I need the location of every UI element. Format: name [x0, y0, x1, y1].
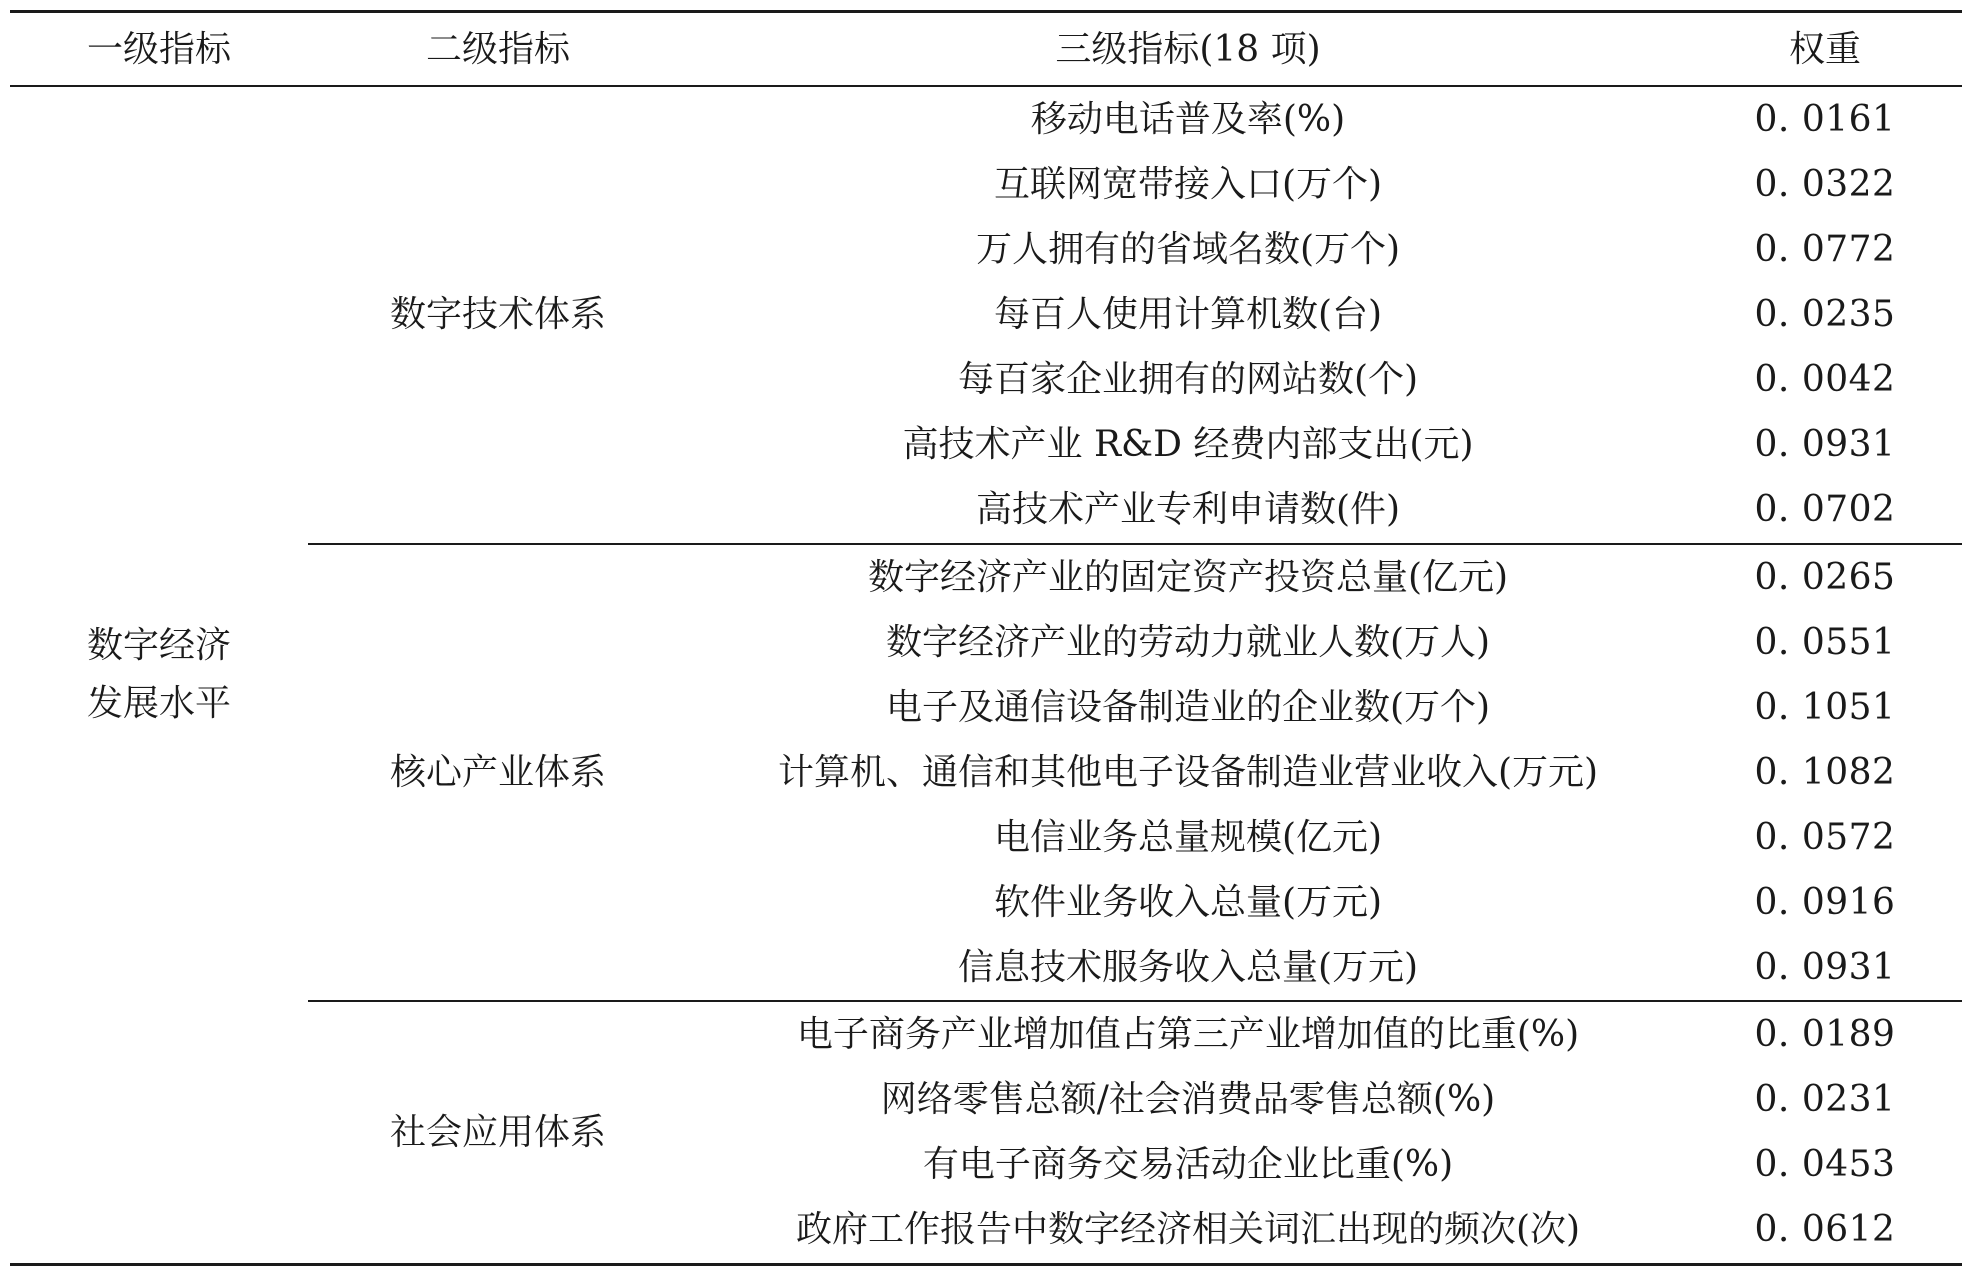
weight-cell: 0. 1051 — [1754, 686, 1896, 728]
group-label: 社会应用体系 — [389, 1111, 606, 1153]
indicator-cell: 电子及通信设备制造业的企业数(万个) — [885, 686, 1491, 728]
weight-cell: 0. 0453 — [1754, 1143, 1896, 1185]
weight-cell: 0. 0551 — [1754, 621, 1896, 663]
indicator-cell: 万人拥有的省域名数(万个) — [975, 228, 1401, 270]
table-bottom-rule — [10, 1263, 1962, 1266]
weight-cell: 0. 0931 — [1754, 946, 1896, 988]
weight-cell: 0. 0042 — [1754, 358, 1896, 400]
header-level2: 二级指标 — [425, 28, 570, 70]
indicator-cell: 网络零售总额/社会消费品零售总额(%) — [880, 1078, 1496, 1120]
weight-cell: 0. 1082 — [1754, 751, 1896, 793]
indicator-cell: 高技术产业专利申请数(件) — [975, 489, 1401, 530]
table-top-rule — [10, 10, 1962, 13]
indicator-cell: 信息技术服务收入总量(万元) — [957, 946, 1419, 988]
weight-cell: 0. 0231 — [1754, 1078, 1896, 1120]
indicator-cell: 有电子商务交易活动企业比重(%) — [922, 1143, 1454, 1185]
weight-cell: 0. 0916 — [1754, 881, 1896, 923]
weight-cell: 0. 0572 — [1754, 816, 1896, 858]
level1-line-1: 数字经济 — [86, 625, 231, 667]
indicator-cell: 软件业务收入总量(万元) — [993, 881, 1383, 923]
indicator-cell: 电子商务产业增加值占第三产业增加值的比重(%) — [796, 1013, 1580, 1055]
weight-cell: 0. 0931 — [1754, 423, 1896, 465]
indicator-cell: 电信业务总量规模(亿元) — [993, 816, 1383, 858]
indicator-cell: 高技术产业 R&D 经费内部支出(元) — [902, 423, 1474, 465]
indicator-cell: 计算机、通信和其他电子设备制造业营业收入(万元) — [777, 751, 1599, 793]
weight-cell: 0. 0612 — [1754, 1209, 1896, 1250]
indicator-cell: 移动电话普及率(%) — [1030, 98, 1346, 140]
header-level3: 三级指标(18 项) — [1055, 28, 1321, 70]
header-weight: 权重 — [1788, 28, 1861, 70]
weight-cell: 0. 0189 — [1754, 1013, 1896, 1055]
indicator-cell: 数字经济产业的固定资产投资总量(亿元) — [867, 556, 1509, 598]
group-label: 核心产业体系 — [389, 751, 606, 793]
indicator-cell: 每百人使用计算机数(台) — [993, 293, 1383, 335]
weight-cell: 0. 0322 — [1754, 163, 1896, 205]
weight-cell: 0. 0235 — [1754, 293, 1896, 335]
indicator-cell: 数字经济产业的劳动力就业人数(万人) — [885, 621, 1491, 663]
level1-line-2: 发展水平 — [86, 683, 231, 724]
indicator-cell: 政府工作报告中数字经济相关词汇出现的频次(次) — [795, 1209, 1581, 1250]
level1-label — [10, 87, 308, 1263]
header-level1: 一级指标 — [86, 28, 231, 70]
weight-cell: 0. 0265 — [1754, 556, 1896, 598]
group-label: 数字技术体系 — [389, 294, 606, 335]
indicator-cell: 互联网宽带接入口(万个) — [993, 163, 1383, 205]
weight-cell: 0. 0161 — [1754, 98, 1896, 140]
indicator-cell: 每百家企业拥有的网站数(个) — [957, 358, 1419, 400]
weight-cell: 0. 0772 — [1754, 228, 1896, 270]
weight-cell: 0. 0702 — [1754, 489, 1896, 530]
